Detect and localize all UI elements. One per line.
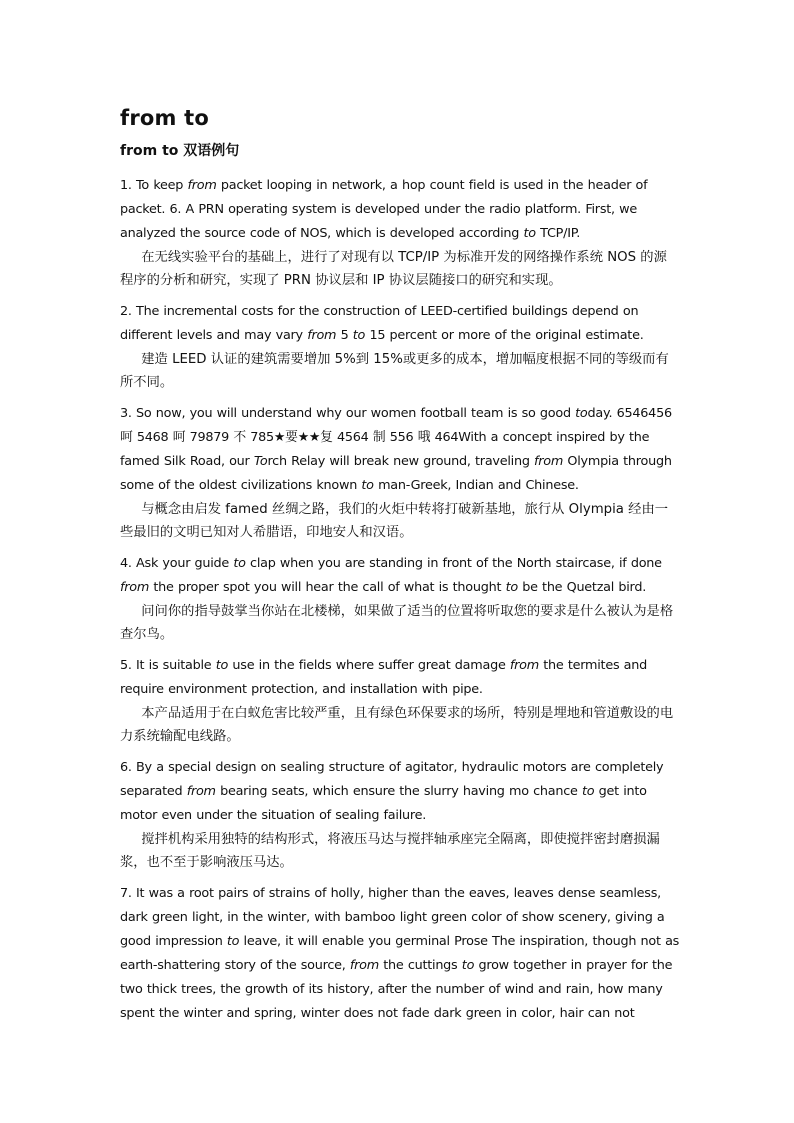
example-chinese: 搅拌机构采用独特的结构形式，将液压马达与搅拌轴承座完全隔离，即使搅拌密封磨损漏浆，也不至于影响液压马达。	[120, 832, 660, 870]
example-item	[120, 552, 680, 646]
highlight-keyword: to	[215, 658, 229, 673]
highlight-keyword: from	[307, 328, 337, 343]
example-chinese: 在无线实验平台的基础上，进行了对现有以 TCP/IP 为标准开发的网络操作系统 NOS 的源程序的分析和研究，实现了 PRN 协议层和 IP 协议层随接口的研究和实现。	[120, 250, 667, 288]
example-english: 3. So now, you will understand why our women football team is so good today. 6546456 呵 5468 呵 79879 不 785★要★★复 4564 制 556 哦 464With a concept inspired by the famed Silk Road, our Torch Relay will break new ground, traveling from Olympia through some of the oldest civilizations known to man-Greek, Indian and Chinese.	[120, 406, 672, 493]
example-chinese: 本产品适用于在白蚁危害比较严重，且有绿色环保要求的场所，特别是埋地和管道敷设的电力系统输配电线路。	[120, 706, 674, 744]
document-title: from to	[120, 106, 209, 130]
highlight-keyword: to	[575, 406, 588, 421]
highlight-keyword: to	[352, 328, 366, 343]
highlight-keyword: To	[253, 454, 268, 469]
document-subtitle: from to 双语例句	[120, 143, 240, 159]
highlight-keyword: to	[505, 580, 518, 595]
example-english: 2. The incremental costs for the construction of LEED-certified buildings depend on different levels and may vary from 5 to 15 percent or more of the original estimate.	[120, 304, 644, 343]
highlight-keyword: to	[581, 784, 595, 799]
highlight-keyword: from	[534, 454, 564, 469]
highlight-keyword: from	[186, 784, 216, 799]
highlight-keyword: from	[187, 178, 217, 193]
highlight-keyword: from	[349, 958, 379, 973]
example-item	[120, 174, 680, 292]
highlight-keyword: to	[233, 556, 246, 571]
example-english: 7. It was a root pairs of strains of holly, higher than the eaves, leaves dense seamless, dark green light, in the winter, with bamboo light green color of show scenery, giving a good impression to leave, it will enable you germinal Prose The inspiration, though not as earth-shattering story of the source, from the cuttings to grow together in prayer for the two thick trees, the growth of its history, after the number of wind and rain, how many spent the winter and spring, winter does not fade dark green in color, hair can not	[120, 886, 680, 1021]
example-english: 6. By a special design on sealing structure of agitator, hydraulic motors are completely separated from bearing seats, which ensure the slurry having mo chance to get into motor even under the situation of sealing failure.	[120, 760, 664, 823]
highlight-keyword: from	[120, 580, 150, 595]
example-english: 4. Ask your guide to clap when you are standing in front of the North staircase, if done from the proper spot you will hear the call of what is thought to be the Quetzal bird.	[120, 556, 662, 595]
highlight-keyword: to	[461, 958, 475, 973]
example-item	[120, 300, 680, 394]
example-item	[120, 654, 680, 748]
example-chinese: 建造 LEED 认证的建筑需要增加 5%到 15%或更多的成本，增加幅度根据不同的等级而有所不同。	[120, 352, 669, 390]
highlight-keyword: to	[361, 478, 374, 493]
document-page	[120, 100, 680, 1034]
example-item	[120, 882, 680, 1026]
example-list	[120, 174, 680, 1026]
highlight-keyword: to	[523, 226, 536, 241]
example-english: 5. It is suitable to use in the fields where suffer great damage from the termites and require environment protection, and installation with pipe.	[120, 658, 648, 697]
highlight-keyword: to	[226, 934, 240, 949]
example-item	[120, 756, 680, 874]
example-english: 1. To keep from packet looping in network, a hop count field is used in the header of packet. 6. A PRN operating system is developed under the radio platform. First, we analyzed the source code of NOS, which is developed according to TCP/IP.	[120, 178, 648, 241]
example-item	[120, 402, 680, 544]
highlight-keyword: from	[509, 658, 539, 673]
example-chinese: 与概念由启发 famed 丝绸之路，我们的火炬中转将打破新基地，旅行从 Olympia 经由一些最旧的文明已知对人希腊语，印地安人和汉语。	[120, 502, 669, 540]
example-chinese: 问问你的指导鼓掌当你站在北楼梯，如果做了适当的位置将听取您的要求是什么被认为是格查尔鸟。	[120, 604, 674, 642]
